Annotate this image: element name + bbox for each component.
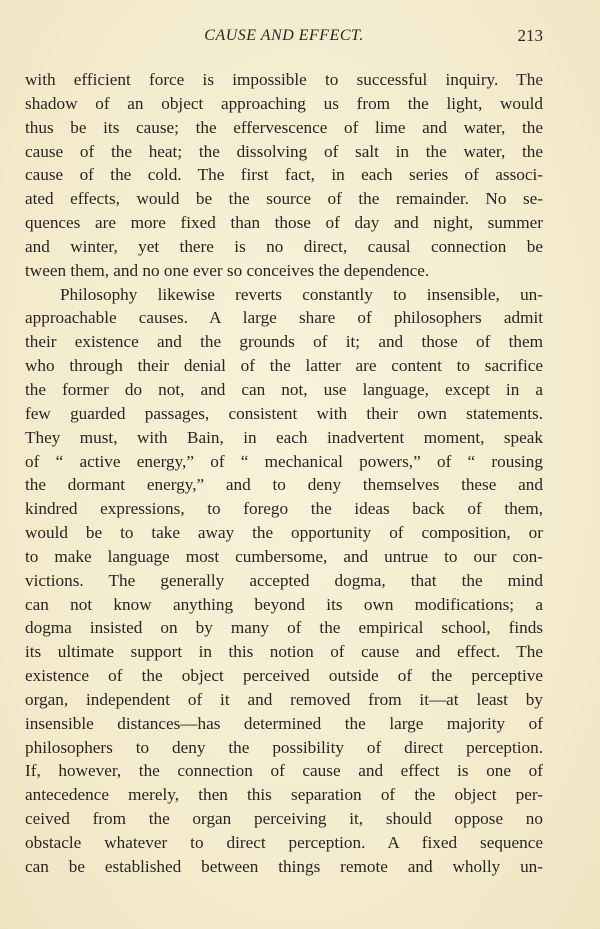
text-line: their existence and the grounds of it; and those of them xyxy=(25,332,543,352)
text-line: shadow of an object approaching us from the light, would xyxy=(25,93,543,113)
text-line: victions. The generally accepted dogma, that the mind xyxy=(25,570,543,590)
text-line: can be established between things remote and wholly un- xyxy=(25,856,543,876)
text-line: ated effects, would be the source of the remainder. No se- xyxy=(25,189,543,209)
text-line: with efficient force is impossible to successful inquiry. The xyxy=(25,70,543,89)
text-line: Philosophy likewise reverts constantly to insensible, un- xyxy=(60,284,543,304)
text-line: antecedence merely, then this separation of the object per- xyxy=(25,785,543,805)
text-line: cause of the cold. The first fact, in each series of associ- xyxy=(25,165,543,185)
text-line: and winter, yet there is no direct, causal connection be xyxy=(25,236,543,256)
text-line: to make language most cumbersome, and untrue to our con- xyxy=(25,546,543,566)
text-line: They must, with Bain, in each inadvertent moment, speak xyxy=(25,427,543,447)
text-line: thus be its cause; the effervescence of lime and water, the xyxy=(25,117,543,137)
text-line: If, however, the connection of cause and effect is one of xyxy=(25,761,543,781)
text-line: organ, independent of it and removed from it—at least by xyxy=(25,689,543,709)
page-header xyxy=(25,24,543,50)
text-line: philosophers to deny the possibility of direct perception. xyxy=(25,737,543,757)
text-line: existence of the object perceived outside of the perceptive xyxy=(25,666,543,686)
text-line: tween them, and no one ever so conceives the dependence. xyxy=(25,260,430,280)
text-line: obstacle whatever to direct perception. A fixed sequence xyxy=(25,833,543,852)
text-line: can not know anything beyond its own modifications; a xyxy=(25,594,543,614)
text-line: its ultimate support in this notion of cause and effect. The xyxy=(25,642,543,662)
text-line: insensible distances—has determined the large majority of xyxy=(25,713,543,733)
text-line: approachable causes. A large share of philosophers admit xyxy=(25,308,543,328)
text-line: few guarded passages, consistent with their own statements. xyxy=(25,403,543,423)
text-line: who through their denial of the latter are content to sacrifice xyxy=(25,356,543,376)
text-line: quences are more fixed than those of day and night, summer xyxy=(25,213,543,233)
body-text xyxy=(25,68,543,879)
running-title: CAUSE AND EFFECT. xyxy=(204,27,364,44)
text-line: cause of the heat; the dissolving of salt in the water, the xyxy=(25,141,543,161)
text-line: the dormant energy,” and to deny themselves these and xyxy=(25,475,543,495)
text-line: the former do not, and can not, use language, except in a xyxy=(25,379,543,399)
page-number: 213 xyxy=(517,26,543,45)
text-line: ceived from the organ perceiving it, should oppose no xyxy=(25,809,543,829)
text-line: of “ active energy,” of “ mechanical powers,” of “ rousing xyxy=(25,451,543,471)
text-line: kindred expressions, to forego the ideas back of them, xyxy=(25,499,543,519)
text-line: dogma insisted on by many of the empirical school, finds xyxy=(25,618,543,638)
text-line: would be to take away the opportunity of composition, or xyxy=(25,523,543,543)
